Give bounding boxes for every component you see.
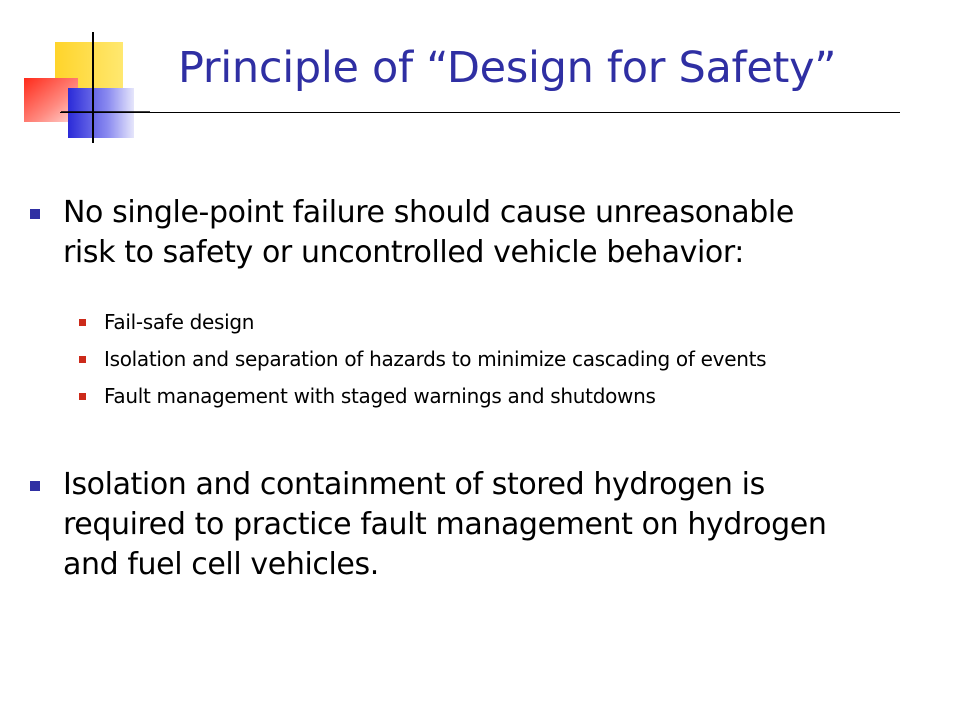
sub-bullet-square-icon <box>79 356 86 363</box>
sub-bullet-3-text: Fault management with staged warnings and shutdowns <box>104 384 656 408</box>
bullet-2-line-1: Isolation and containment of stored hydrogen is <box>63 467 765 502</box>
bullet-square-icon <box>30 481 40 491</box>
sub-bullet-1-text: Fail-safe design <box>104 310 255 334</box>
sub-bullet-2-text: Isolation and separation of hazards to minimize cascading of events <box>104 347 767 371</box>
sub-bullet-square-icon <box>79 393 86 400</box>
bullet-1-line-1: No single-point failure should cause unreasonable <box>63 195 794 230</box>
bullet-2-line-3: and fuel cell vehicles. <box>63 547 379 582</box>
bullet-1-text <box>63 193 943 273</box>
bullet-square-icon <box>30 209 40 219</box>
bullet-1-line-2: risk to safety or uncontrolled vehicle behavior: <box>63 235 744 270</box>
bullet-2-text <box>63 465 943 585</box>
slide-title: Principle of “Design for Safety” <box>178 43 837 93</box>
sub-bullet-square-icon <box>79 319 86 326</box>
bullet-2-line-2: required to practice fault management on hydrogen <box>63 507 827 542</box>
